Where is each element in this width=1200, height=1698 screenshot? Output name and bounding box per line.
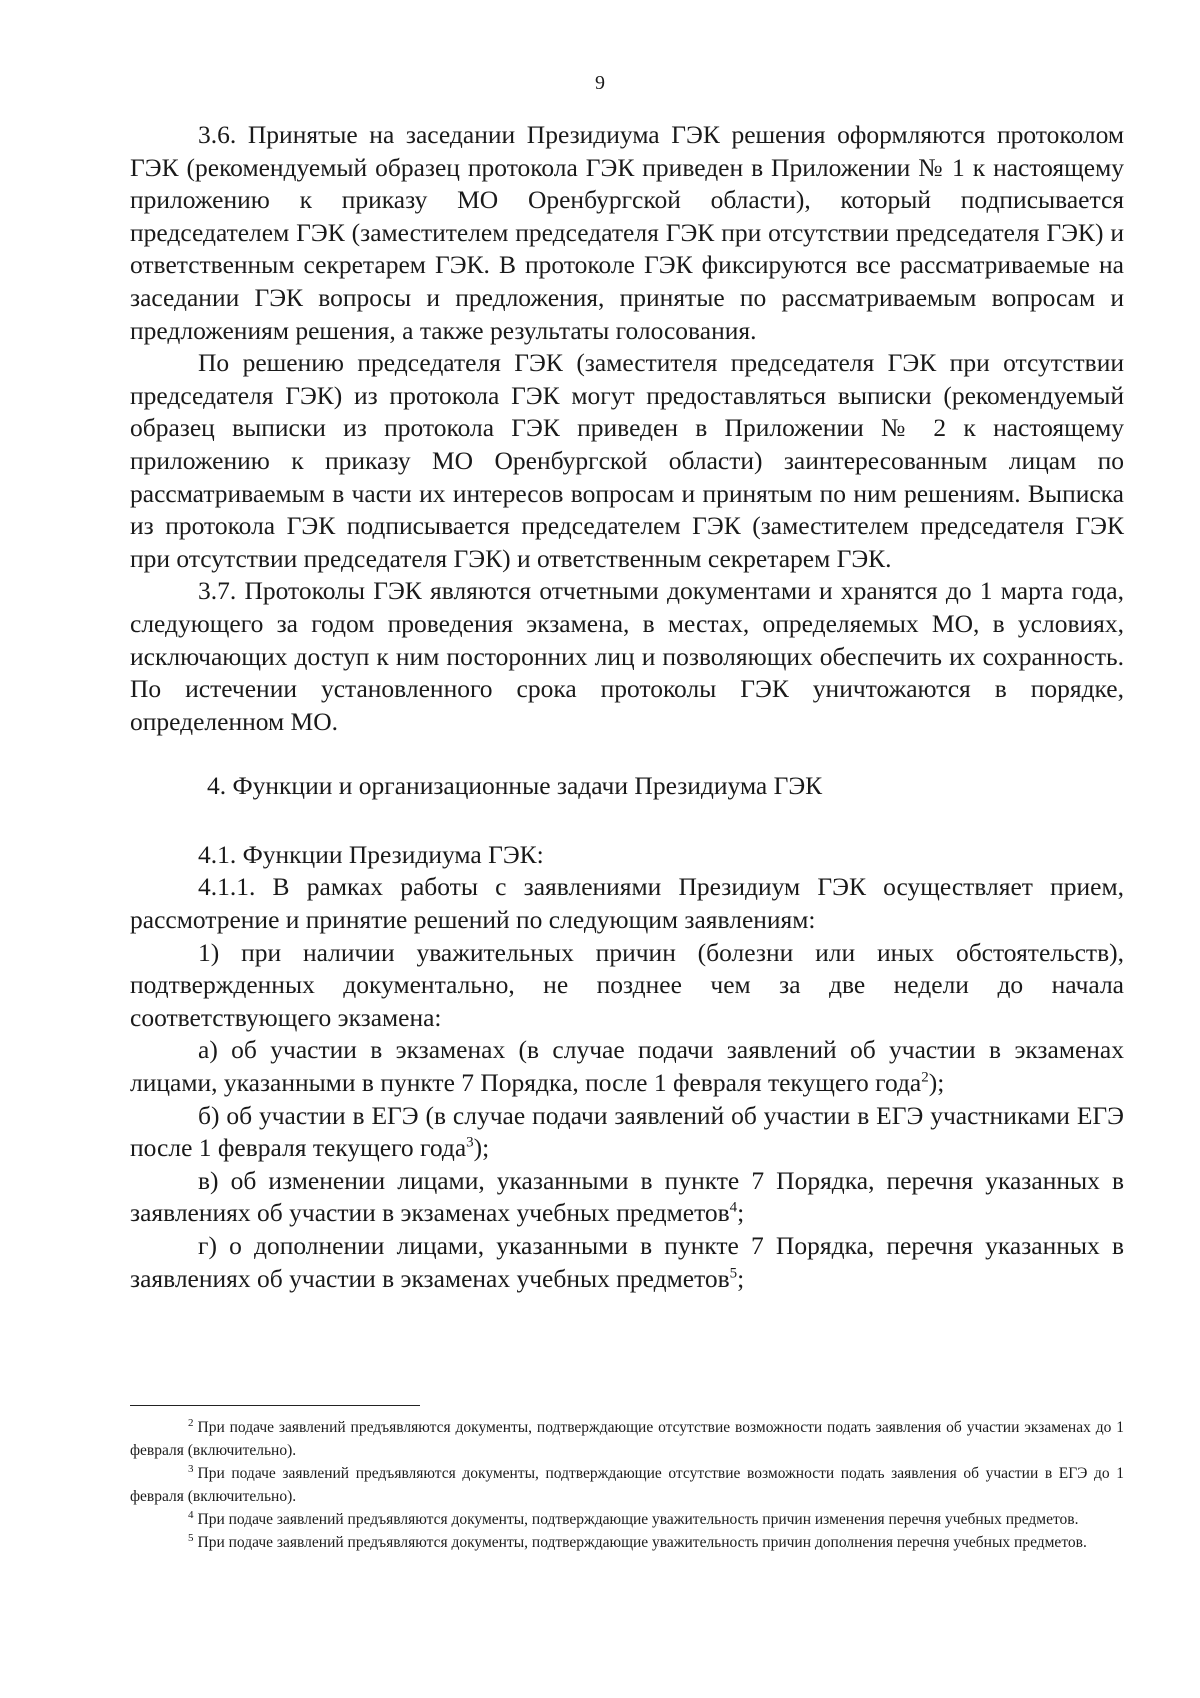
list-item-v (130, 1165, 1124, 1230)
footnote-divider (130, 1405, 420, 1406)
list-item-a (130, 1034, 1124, 1099)
footnote-mark: 3 (188, 1462, 194, 1475)
list-item-text: б) об участии в ЕГЭ (в случае подачи заявлений об участии в ЕГЭ участниками ЕГЭ после 1 февраля текущего года (130, 1100, 1124, 1163)
footnote-text: При подаче заявлений предъявляются документы, подтверждающие уважительность причин дополнения перечня учебных предметов. (197, 1534, 1087, 1551)
footnote-5 (130, 1531, 1124, 1554)
paragraph-3-7: 3.7. Протоколы ГЭК являются отчетными документами и хранятся до 1 марта года, следующего за годом проведения экзамена, в местах, определяемых МО, в условиях, исключающих доступ к ним посторонних лиц и позволяющих обеспечить их сохранность. По истечении установленного срока протоколы ГЭК уничтожаются в порядке, определенном МО. (130, 576, 1124, 736)
list-item-tail: ); (473, 1133, 490, 1163)
footnote-text: При подаче заявлений предъявляются документы, подтверждающие уважительность причин изменения перечня учебных предметов. (197, 1511, 1079, 1528)
footnote-4 (130, 1508, 1124, 1531)
list-item-text: г) о дополнении лицами, указанными в пункте 7 Порядка, перечня указанных в заявлениях об участии в экзаменах учебных предметов (130, 1231, 1124, 1293)
paragraph-3-6: 3.6. Принятые на заседании Президиума ГЭК решения оформляются протоколом ГЭК (рекомендуемый образец протокола ГЭК приведен в Приложении № 1 к настоящему приложению к приказу МО Оренбургской области), который подписывается председателем ГЭК (заместителем председателя ГЭК при отсутствии председателя ГЭК) и ответственным секретарем ГЭК. В протоколе ГЭК фиксируются все рассматриваемые на заседании ГЭК вопросы и предложения, принятые по рассматриваемым вопросам и предложениям решения, а также результаты голосования. (130, 120, 1124, 345)
document-body (130, 119, 1124, 1295)
paragraph-extract-decision: По решению председателя ГЭК (заместителя председателя ГЭК при отсутствии председателя ГЭК) из протокола ГЭК могут предоставляться выписки (рекомендуемый образец выписки из протокола ГЭК приведен в Приложении № 2 к настоящему приложению к приказу МО Оренбургской области) заинтересованным лицам по рассматриваемым в части их интересов вопросам и принятым по ним решениям. Выписка из протокола ГЭК подписывается председателем ГЭК (заместителем председателя ГЭК при отсутствии председателя ГЭК) и ответственным секретарем ГЭК. (130, 348, 1124, 573)
footnote-ref: 4 (729, 1199, 738, 1216)
page-number: 9 (595, 72, 605, 94)
list-item-text: а) об участии в экзаменах (в случае подачи заявлений об участии в экзаменах лицами, указанными в пункте 7 Порядка, после 1 февраля текущего года (130, 1035, 1124, 1098)
list-item-tail: ); (928, 1068, 945, 1098)
footnote-mark: 2 (188, 1416, 194, 1429)
list-item-tail: ; (737, 1263, 745, 1293)
footnote-mark: 4 (188, 1508, 194, 1521)
footnote-2 (130, 1416, 1124, 1462)
footnotes (130, 1416, 1124, 1554)
footnote-text: При подаче заявлений предъявляются документы, подтверждающие отсутствие возможности подать заявления об участии экзаменах до 1 февраля (включительно). (130, 1419, 1124, 1459)
list-item-tail: ; (737, 1198, 745, 1228)
section-heading: 4. Функции и организационные задачи Президиума ГЭК (207, 771, 823, 801)
footnote-ref: 5 (729, 1265, 738, 1282)
footnote-mark: 5 (188, 1531, 194, 1544)
paragraph-4-1: 4.1. Функции Президиума ГЭК: (198, 839, 544, 869)
list-item-g (130, 1230, 1124, 1295)
list-item-text: в) об изменении лицами, указанными в пункте 7 Порядка, перечня указанных в заявлениях об участии в экзаменах учебных предметов (130, 1165, 1124, 1228)
list-item-b (130, 1100, 1124, 1165)
paragraph-item-1: 1) при наличии уважительных причин (болезни или иных обстоятельств), подтвержденных документально, не позднее чем за две недели до начала соответствующего экзамена: (130, 937, 1124, 1032)
footnote-3 (130, 1462, 1124, 1508)
footnote-ref: 3 (466, 1134, 474, 1151)
footnote-text: При подаче заявлений предъявляются документы, подтверждающие отсутствие возможности подать заявления об участии в ЕГЭ до 1 февраля (включительно). (130, 1465, 1124, 1505)
footnote-ref: 2 (921, 1069, 929, 1086)
paragraph-4-1-1: 4.1.1. В рамках работы с заявлениями Президиум ГЭК осуществляет прием, рассмотрение и принятие решений по следующим заявлениям: (130, 872, 1124, 935)
